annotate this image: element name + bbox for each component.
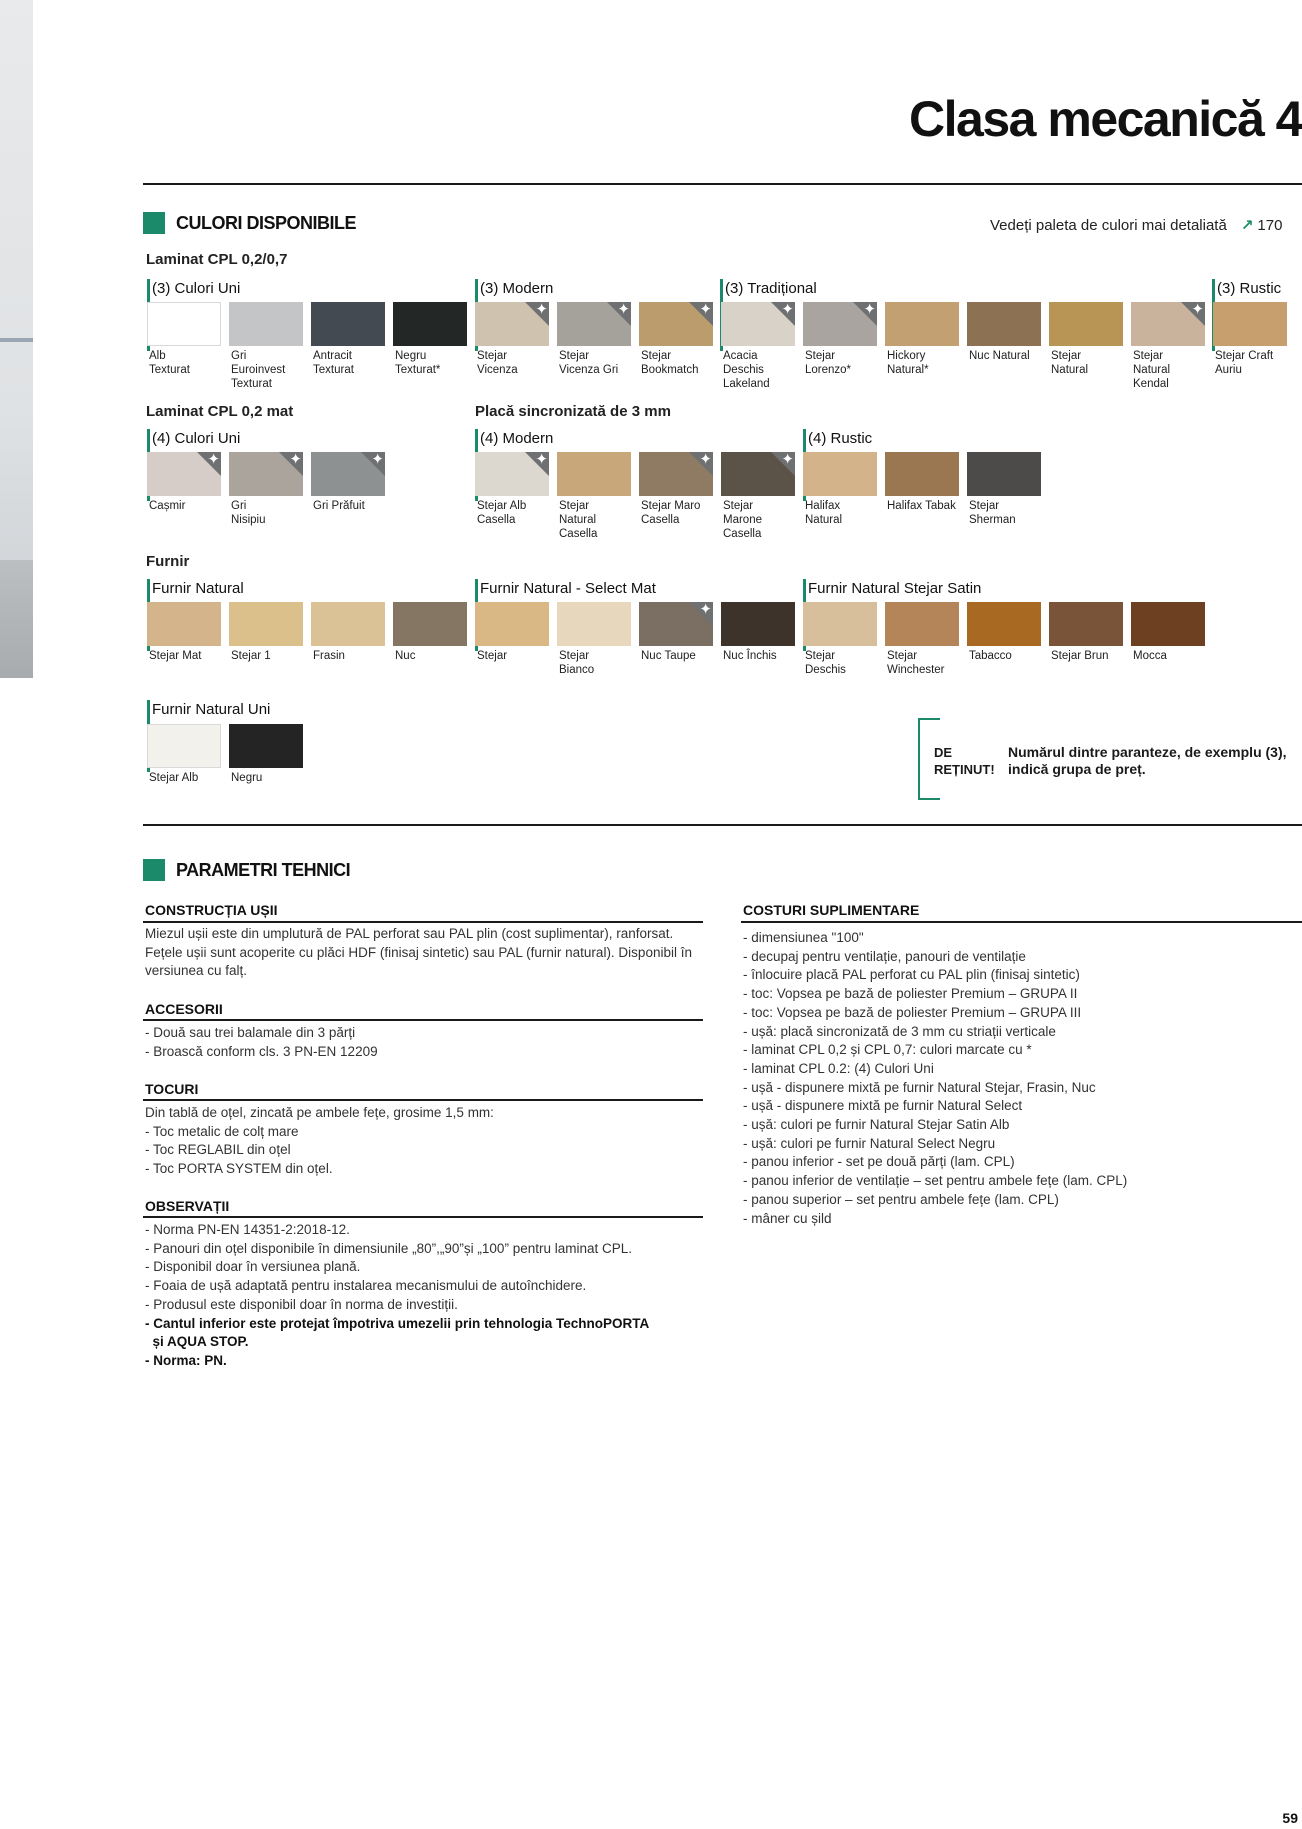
list-item: - Foaia de ușă adaptată pentru instalarea mecanismului de autoînchidere. <box>145 1278 587 1294</box>
note-value: Numărul dintre paranteze, de exemplu (3), indică grupa de preț. <box>1008 744 1287 777</box>
sparkle-icon <box>279 452 303 476</box>
swatch-label: Stejar Natural Casella <box>559 500 598 540</box>
sparkle-icon <box>525 452 549 476</box>
swatch-label: Stejar Natural <box>1051 350 1089 376</box>
swatch-label: Stejar Alb Casella <box>477 500 527 526</box>
color-swatch <box>967 602 1041 646</box>
list-item: - decupaj pentru ventilație, panouri de ventilație <box>743 948 1026 964</box>
color-swatch <box>147 452 221 496</box>
swatch-label: Halifax Tabak <box>887 500 956 512</box>
swatch-label: Halifax Natural <box>805 500 843 526</box>
observatii-heading: OBSERVAȚII <box>145 1198 230 1214</box>
heading-furnir: Furnir <box>146 553 190 570</box>
sparkle-icon <box>525 302 549 326</box>
swatch-label: Stejar Mat <box>149 650 202 662</box>
sparkle-icon <box>1181 302 1205 326</box>
color-swatch <box>311 452 385 496</box>
color-swatch <box>557 302 631 346</box>
color-swatch <box>967 302 1041 346</box>
list-item: - toc: Vopsea pe bază de poliester Premium – GRUPA III <box>743 1004 1082 1020</box>
swatch-label: Gri Prăfuit <box>313 500 365 512</box>
color-swatch <box>721 302 795 346</box>
divider <box>143 824 1302 826</box>
color-swatch <box>721 452 795 496</box>
swatch-label: Nuc Închis <box>723 650 777 662</box>
color-swatch <box>1131 602 1205 646</box>
color-swatch <box>639 452 713 496</box>
swatch-label: Stejar Craft Auriu <box>1215 350 1274 376</box>
color-swatch <box>885 302 959 346</box>
color-swatch <box>967 452 1041 496</box>
list-item: - Toc REGLABIL din oțel <box>145 1142 291 1158</box>
list-item: - Norma PN-EN 14351-2:2018-12. <box>145 1222 350 1237</box>
tech-section-heading: PARAMETRI TEHNICI <box>143 859 350 881</box>
swatch-label: Stejar Bianco <box>559 650 595 676</box>
sparkle-icon <box>689 452 713 476</box>
side-photo <box>0 0 33 678</box>
swatch-label: Mocca <box>1133 650 1167 662</box>
sparkle-icon <box>853 302 877 326</box>
color-swatch <box>229 724 303 768</box>
list-item: - Disponibil doar în versiunea plană. <box>145 1259 361 1275</box>
swatch-label: Tabacco <box>969 650 1012 662</box>
color-swatch <box>721 602 795 646</box>
list-item: și AQUA STOP. <box>145 1334 249 1350</box>
list-item: - dimensiunea "100" <box>743 930 864 945</box>
arrow-up-right-icon: ↗ <box>1240 217 1254 234</box>
color-swatch <box>1131 302 1205 346</box>
color-swatch <box>1213 302 1287 346</box>
list-item: - Produsul este disponibil doar în norma de investiții. <box>145 1296 458 1312</box>
color-swatch <box>229 302 303 346</box>
color-swatch <box>475 452 549 496</box>
divider <box>741 921 1302 923</box>
swatch-label: Stejar Alb <box>149 772 199 784</box>
note-box <box>918 718 1302 800</box>
swatch-label: Stejar Vicenza <box>477 350 518 376</box>
heading-laminat-02: Laminat CPL 0,2 mat <box>146 403 294 420</box>
tocuri-list <box>145 1104 494 1179</box>
tocuri-heading: TOCURI <box>145 1081 199 1097</box>
list-item: - Panouri din oțel disponibile în dimensiunile „80”,„90”și „100” pentru laminat CPL. <box>145 1240 633 1256</box>
swatch-label: Hickory Natural* <box>887 350 929 376</box>
list-item: - mâner cu șild <box>743 1210 832 1226</box>
color-swatch <box>1049 302 1123 346</box>
page-title: Clasa mecanică 4 <box>909 91 1302 147</box>
color-swatch <box>229 452 303 496</box>
divider <box>143 1019 703 1021</box>
color-swatch <box>557 602 631 646</box>
divider <box>143 1216 703 1218</box>
list-item: - Toc PORTA SYSTEM din oțel. <box>145 1161 333 1177</box>
swatch-label: Stejar Bookmatch <box>641 350 699 376</box>
swatch-label: Stejar Marone Casella <box>723 500 762 540</box>
section-square-icon <box>143 859 165 881</box>
costuri-heading: COSTURI SUPLIMENTARE <box>743 902 920 918</box>
swatch-label: Stejar Maro Casella <box>641 500 701 526</box>
divider <box>143 183 1302 185</box>
list-item: - Două sau trei balamale din 3 părți <box>145 1025 356 1040</box>
color-swatch <box>639 602 713 646</box>
color-swatch <box>311 302 385 346</box>
swatch-label: Nuc <box>395 650 416 662</box>
heading-placa-sincronizata: Placă sincronizată de 3 mm <box>475 403 671 420</box>
color-swatch <box>885 602 959 646</box>
swatch-label: Stejar <box>477 650 508 662</box>
constructie-heading: CONSTRUCȚIA UȘII <box>145 902 278 918</box>
list-item: - Norma: PN. <box>145 1352 227 1368</box>
swatch-label: Stejar Natural Kendal <box>1133 350 1171 390</box>
color-swatch <box>475 302 549 346</box>
swatch-label: Gri Euroinvest Texturat <box>231 350 286 390</box>
swatch-label: Gri Nisipiu <box>231 500 266 526</box>
color-swatch <box>803 302 877 346</box>
color-swatch <box>393 602 467 646</box>
list-item: - ușă: placă sincronizată de 3 mm cu striații verticale <box>743 1023 1056 1039</box>
page-number: 59 <box>1282 1810 1298 1826</box>
palette-link[interactable]: Vedeți paleta de culori mai detaliată ↗ 170 <box>990 217 1283 234</box>
color-swatch <box>1049 602 1123 646</box>
color-swatch <box>147 302 221 346</box>
list-item: - înlocuire placă PAL perforat cu PAL plin (finisaj sintetic) <box>743 967 1080 983</box>
swatch-label: Stejar Sherman <box>969 500 1016 526</box>
costuri-list <box>743 929 1127 1228</box>
list-item: - Toc metalic de colț mare <box>145 1123 299 1139</box>
accesorii-heading: ACCESORII <box>145 1001 223 1017</box>
sparkle-icon <box>361 452 385 476</box>
color-swatch <box>639 302 713 346</box>
swatch-label: Stejar Winchester <box>887 650 945 676</box>
swatch-label: Alb Texturat <box>149 350 190 376</box>
swatch-label: Stejar Lorenzo* <box>805 350 852 376</box>
list-item: - Broască conform cls. 3 PN-EN 12209 <box>145 1043 378 1059</box>
list-item: - ușă - dispunere mixtă pe furnir Natural Stejar, Frasin, Nuc <box>743 1079 1096 1095</box>
section-square-icon <box>143 212 165 234</box>
swatch-label: Acacia Deschis Lakeland <box>723 350 770 390</box>
swatch-label: Stejar Deschis <box>805 650 846 676</box>
divider <box>143 921 703 923</box>
sparkle-icon <box>689 602 713 626</box>
list-item: - laminat CPL 0.2: (4) Culori Uni <box>743 1060 934 1076</box>
accesorii-list <box>145 1024 378 1061</box>
swatch-label: Stejar Vicenza Gri <box>559 350 619 376</box>
swatch-label: Antracit Texturat <box>313 350 354 376</box>
color-swatch <box>803 602 877 646</box>
list-item: - panou inferior - set pe două părți (lam. CPL) <box>743 1154 1015 1170</box>
sparkle-icon <box>771 302 795 326</box>
swatch-label: Stejar 1 <box>231 650 271 662</box>
observatii-list <box>145 1221 649 1371</box>
sparkle-icon <box>689 302 713 326</box>
swatch-label: Stejar Brun <box>1051 650 1109 662</box>
color-swatch <box>147 602 221 646</box>
color-swatch <box>557 452 631 496</box>
note-key: DE REȚINUT! <box>934 745 995 777</box>
colors-section-heading: CULORI DISPONIBILE <box>143 212 356 234</box>
swatch-label: Cașmir <box>149 500 186 512</box>
color-swatch <box>885 452 959 496</box>
constructie-text: Miezul ușii este din umplutură de PAL perforat sau PAL plin (cost suplimentar), ranforsat. Fețele ușii sunt acoperite cu plăci HDF (finisaj sintetic) sau PAL (furnir natural). Disponibil în versiunea cu falț. <box>145 926 692 979</box>
color-swatch <box>475 602 549 646</box>
list-item: - ușă - dispunere mixtă pe furnir Natural Select <box>743 1098 1023 1114</box>
swatch-label: Negru <box>231 772 263 784</box>
swatch-label: Frasin <box>313 650 345 662</box>
sparkle-icon <box>607 302 631 326</box>
sparkle-icon <box>771 452 795 476</box>
list-item: - toc: Vopsea pe bază de poliester Premium – GRUPA II <box>743 986 1078 1002</box>
swatch-label: Nuc Natural <box>969 350 1030 362</box>
color-swatch <box>311 602 385 646</box>
color-swatch <box>803 452 877 496</box>
color-swatch <box>147 724 221 768</box>
sparkle-icon <box>197 452 221 476</box>
list-item: - laminat CPL 0,2 și CPL 0,7: culori marcate cu * <box>743 1042 1032 1058</box>
list-item: - ușă: culori pe furnir Natural Select Negru <box>743 1135 996 1151</box>
divider <box>143 1099 703 1101</box>
swatch-label: Negru Texturat* <box>395 350 441 376</box>
list-item: Din tablă de oțel, zincată pe ambele fețe, grosime 1,5 mm: <box>145 1105 494 1120</box>
color-swatch <box>229 602 303 646</box>
heading-laminat-07: Laminat CPL 0,2/0,7 <box>146 251 288 268</box>
color-swatch <box>393 302 467 346</box>
list-item: - panou superior – set pentru ambele fețe (lam. CPL) <box>743 1191 1059 1207</box>
list-item: - ușă: culori pe furnir Natural Stejar Satin Alb <box>743 1117 1010 1133</box>
swatch-label: Nuc Taupe <box>641 650 696 662</box>
list-item: - panou inferior de ventilație – set pentru ambele fețe (lam. CPL) <box>743 1173 1128 1189</box>
list-item: - Cantul inferior este protejat împotriva umezelii prin tehnologia TechnoPORTA <box>145 1315 650 1331</box>
